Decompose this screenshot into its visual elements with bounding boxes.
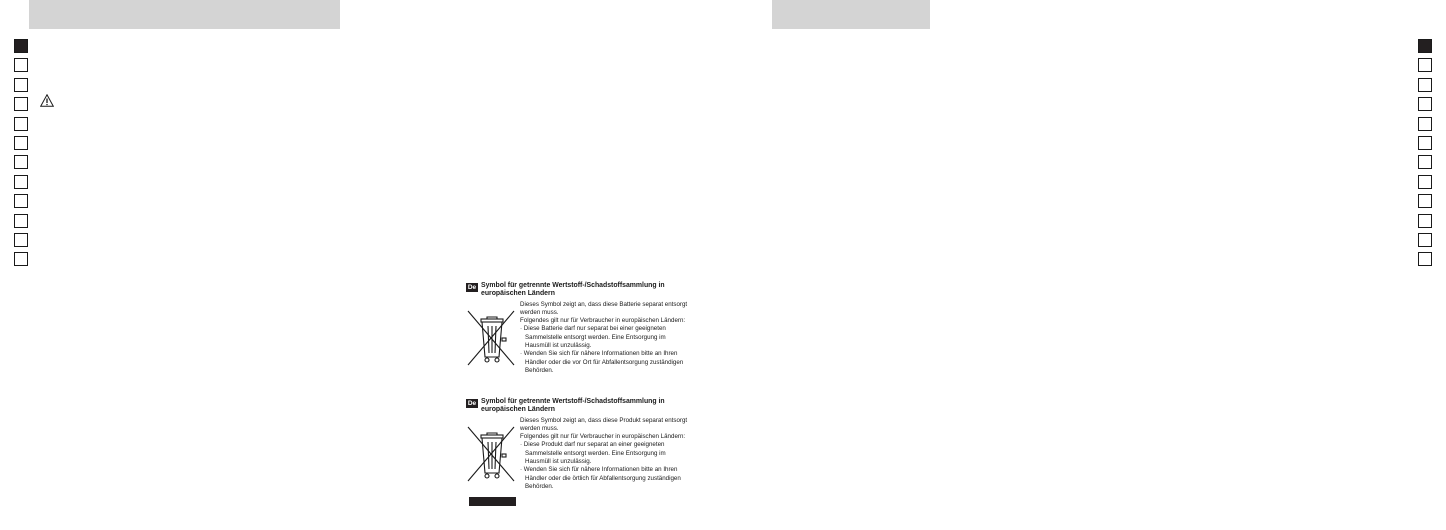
notice-intro: Dieses Symbol zeigt an, dass diese Produkt separat entsorgt werden muss. <box>520 416 688 432</box>
language-tab <box>14 194 28 208</box>
language-tab <box>14 155 28 169</box>
language-tab <box>14 97 28 111</box>
language-tab <box>14 214 28 228</box>
notice-title: Symbol für getrennte Wertstoff-/Schadstoffsammlung in europäischen Ländern <box>481 282 665 298</box>
language-tab <box>14 252 28 266</box>
notice-applies: Folgendes gilt nur für Verbraucher in europäischen Ländern: <box>520 317 686 325</box>
language-tab <box>1418 117 1432 131</box>
language-tab <box>14 117 28 131</box>
notice-intro: Dieses Symbol zeigt an, dass diese Batterie separat entsorgt werden muss. <box>520 300 688 316</box>
product-disposal-notice <box>466 398 696 491</box>
language-tab <box>14 58 28 72</box>
warning-icon <box>40 94 54 107</box>
language-tab <box>1418 155 1432 169</box>
notice-applies: Folgendes gilt nur für Verbraucher in europäischen Ländern: <box>520 433 686 441</box>
underline-bar <box>469 497 516 506</box>
notice-title: Symbol für getrennte Wertstoff-/Schadstoffsammlung in europäischen Ländern <box>481 398 665 414</box>
notice-bullet: · Diese Batterie darf nur separat bei einer geeigneten Sammelstelle entsorgt werden. Eine Entsorgung im Hausmüll ist unzulässig. <box>520 325 666 350</box>
language-tab <box>1418 78 1432 92</box>
notice-bullet: · Wenden Sie sich für nähere Informationen bitte an Ihren Händler oder die örtlich für Abfallentsorgung zuständigen Behörden. <box>520 466 681 490</box>
header-bar-right <box>772 0 930 29</box>
language-tab <box>1418 194 1432 208</box>
battery-disposal-notice <box>466 282 696 375</box>
language-tab <box>1418 39 1432 53</box>
crossed-out-bin-icon <box>466 305 518 367</box>
language-tab <box>1418 252 1432 266</box>
language-tab <box>14 175 28 189</box>
language-tab <box>1418 175 1432 189</box>
notice-bullet: · Diese Produkt darf nur separat an einer geeigneten Sammelstelle entsorgt werden. Eine Entsorgung im Hausmüll ist unzulässig. <box>520 441 666 466</box>
language-badge: De <box>467 400 477 407</box>
header-bar-left <box>29 0 340 29</box>
notice-bullet: · Wenden Sie sich für nähere Informationen bitte an Ihren Händler oder die vor Ort für Abfallentsorgung zuständigen Behörden. <box>520 350 684 374</box>
language-tab <box>14 136 28 150</box>
language-tab <box>1418 214 1432 228</box>
language-badge: De <box>467 284 477 291</box>
language-tab <box>1418 136 1432 150</box>
language-tabs-right <box>1418 39 1432 272</box>
language-tab <box>1418 58 1432 72</box>
language-tab <box>14 233 28 247</box>
language-tab <box>14 78 28 92</box>
crossed-out-bin-icon <box>466 421 518 483</box>
language-tab <box>1418 97 1432 111</box>
language-tabs-left <box>14 39 28 272</box>
language-tab <box>1418 233 1432 247</box>
language-tab <box>14 39 28 53</box>
